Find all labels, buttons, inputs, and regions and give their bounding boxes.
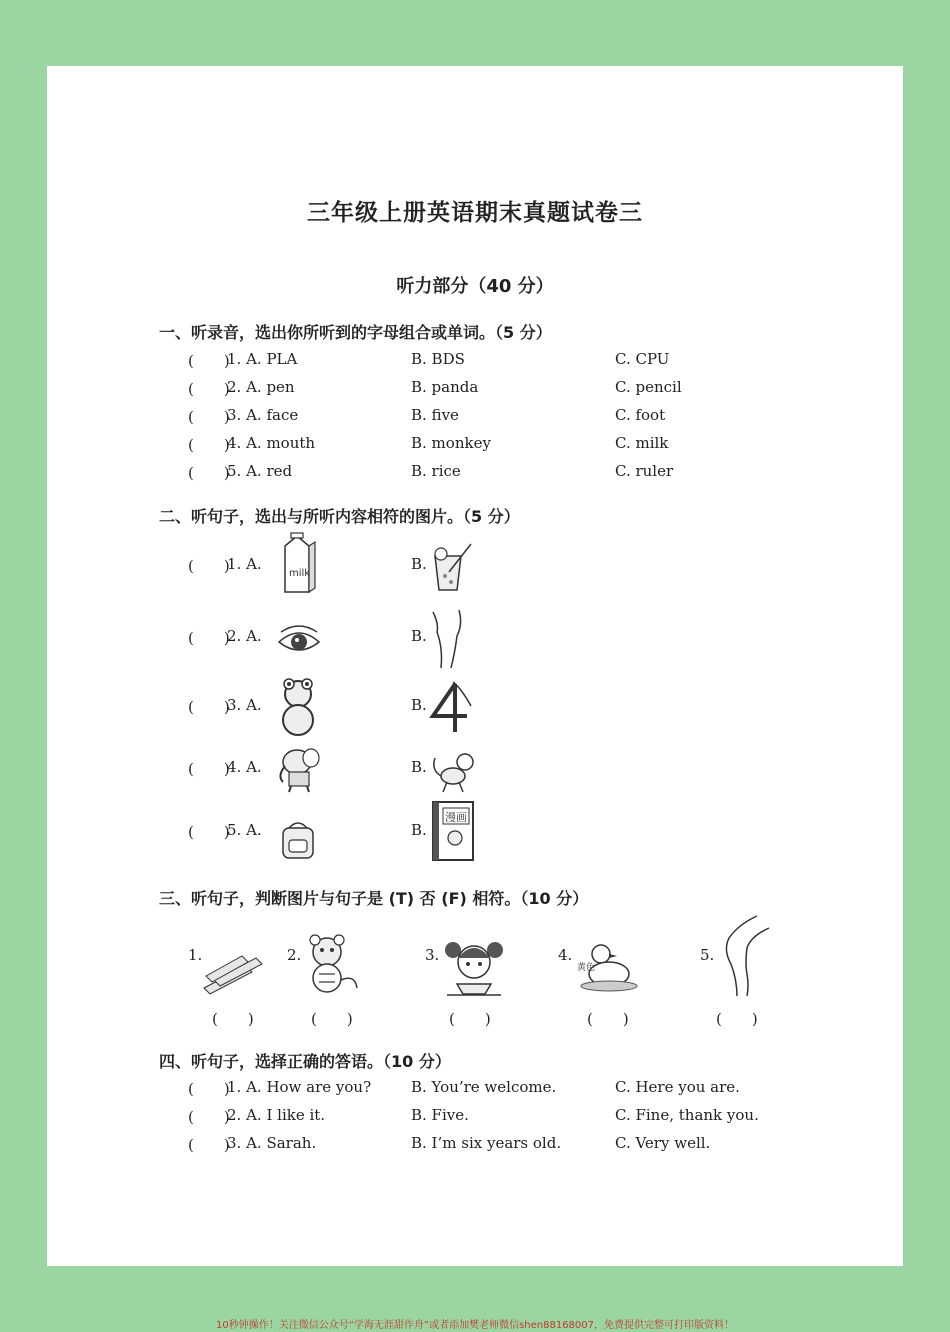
s3-answer-1[interactable]: ( ) <box>212 1010 254 1028</box>
answer-blank[interactable]: ( ) <box>188 436 230 454</box>
option-a: 1. A. How are you? <box>227 1078 372 1096</box>
option-c: C. CPU <box>615 350 670 368</box>
s3-answer-2[interactable]: ( ) <box>311 1010 353 1028</box>
answer-blank[interactable]: ( ) <box>188 760 230 778</box>
s4-question-1 <box>47 1078 903 1104</box>
s3-answer-4[interactable]: ( ) <box>587 1010 629 1028</box>
s3-item-3-number: 3. <box>425 946 440 964</box>
s3-item-1-number: 1. <box>188 946 203 964</box>
option-c: C. Very well. <box>615 1134 711 1152</box>
option-a: 3. A. Sarah. <box>227 1134 317 1152</box>
section4-heading: 四、听句子，选择正确的答语。（10 分） <box>159 1052 451 1071</box>
option-b: B. Five. <box>411 1106 469 1124</box>
s3-item-2-number: 2. <box>287 946 302 964</box>
option-c: C. foot <box>615 406 666 424</box>
answer-blank[interactable]: ( ) <box>188 629 230 647</box>
option-c: C. Fine, thank you. <box>615 1106 759 1124</box>
answer-blank[interactable]: ( ) <box>188 380 230 398</box>
option-a: 4. A. mouth <box>227 434 316 452</box>
answer-blank[interactable]: ( ) <box>188 408 230 426</box>
s1-question-4 <box>47 434 903 460</box>
answer-blank[interactable]: ( ) <box>188 823 230 841</box>
s1-question-1 <box>47 350 903 376</box>
exam-sheet <box>47 66 903 1266</box>
answer-blank[interactable]: ( ) <box>188 557 230 575</box>
s2-question-3 <box>47 696 903 722</box>
svg-text:milk: milk <box>289 568 311 579</box>
footer-promo-text: 10秒钟操作！关注微信公众号“学海无涯甜作舟”或者添加樊老师微信shen88168007，免费提供完整可打印版资料！ <box>215 1320 735 1331</box>
option-a: 3. A. <box>227 696 262 714</box>
s3-answer-3[interactable]: ( ) <box>449 1010 491 1028</box>
option-a: 4. A. <box>227 758 262 776</box>
option-b: B. <box>411 821 427 839</box>
option-b: B. rice <box>411 462 461 480</box>
option-a: 2. A. I like it. <box>227 1106 326 1124</box>
duck-color-label: 黄色 <box>577 963 596 973</box>
option-b: B. <box>411 627 427 645</box>
section3-heading: 三、听句子，判断图片与句子是 (T) 否 (F) 相符。（10 分） <box>159 889 589 908</box>
option-a: 5. A. red <box>227 462 293 480</box>
monkey-icon[interactable] <box>429 750 477 794</box>
schoolbag-icon[interactable] <box>275 818 321 862</box>
milk-carton-icon[interactable] <box>275 532 319 596</box>
answer-blank[interactable]: ( ) <box>188 352 230 370</box>
option-b: B. I’m six years old. <box>411 1134 562 1152</box>
rulers-icon[interactable] <box>202 952 268 996</box>
answer-blank[interactable]: ( ) <box>188 1108 230 1126</box>
option-a: 5. A. <box>227 821 262 839</box>
s1-question-3 <box>47 406 903 432</box>
juice-glass-icon[interactable] <box>427 542 477 594</box>
s4-question-2 <box>47 1106 903 1132</box>
s4-question-3 <box>47 1134 903 1160</box>
answer-blank[interactable]: ( ) <box>188 1080 230 1098</box>
answer-blank[interactable]: ( ) <box>188 698 230 716</box>
s1-question-2 <box>47 378 903 404</box>
comic-book-icon[interactable] <box>429 800 477 862</box>
answer-blank[interactable]: ( ) <box>188 1136 230 1154</box>
option-a: 1. A. PLA <box>227 350 298 368</box>
s3-item-5-number: 5. <box>700 946 715 964</box>
s1-question-5 <box>47 462 903 488</box>
option-c: C. Here you are. <box>615 1078 740 1096</box>
option-a: 2. A. <box>227 627 262 645</box>
page-title: 三年级上册英语期末真题试卷三 <box>307 200 643 226</box>
option-c: C. ruler <box>615 462 674 480</box>
option-b: B. <box>411 758 427 776</box>
option-a: 3. A. face <box>227 406 299 424</box>
number-eight-frog-icon[interactable] <box>275 676 321 738</box>
option-b: B. panda <box>411 378 479 396</box>
answer-blank[interactable]: ( ) <box>188 464 230 482</box>
option-c: C. pencil <box>615 378 682 396</box>
option-b: B. five <box>411 406 459 424</box>
option-a: 2. A. pen <box>227 378 295 396</box>
girl-eating-icon[interactable] <box>443 938 505 998</box>
eye-icon[interactable] <box>275 620 323 660</box>
leg-icon[interactable] <box>429 608 469 670</box>
comic-label: 漫画 <box>445 811 467 824</box>
leg-icon[interactable] <box>717 914 773 998</box>
elephant-icon[interactable] <box>275 742 323 794</box>
section1-heading: 一、听录音，选出你所听到的字母组合或单词。（5 分） <box>159 323 552 342</box>
option-b: B. monkey <box>411 434 491 452</box>
number-four-icon[interactable] <box>427 678 475 736</box>
option-a: 1. A. <box>227 555 262 573</box>
s3-answer-5[interactable]: ( ) <box>716 1010 758 1028</box>
s3-item-4-number: 4. <box>558 946 573 964</box>
option-c: C. milk <box>615 434 669 452</box>
option-b: B. <box>411 555 427 573</box>
yellow-duck-icon[interactable] <box>577 942 639 994</box>
s2-question-2 <box>47 627 903 653</box>
option-b: B. You’re welcome. <box>411 1078 557 1096</box>
tiger-icon[interactable] <box>303 934 361 996</box>
option-b: B. <box>411 696 427 714</box>
option-b: B. BDS <box>411 350 465 368</box>
listening-subtitle: 听力部分（40 分） <box>396 276 554 297</box>
section2-heading: 二、听句子，选出与所听内容相符的图片。（5 分） <box>159 507 520 526</box>
